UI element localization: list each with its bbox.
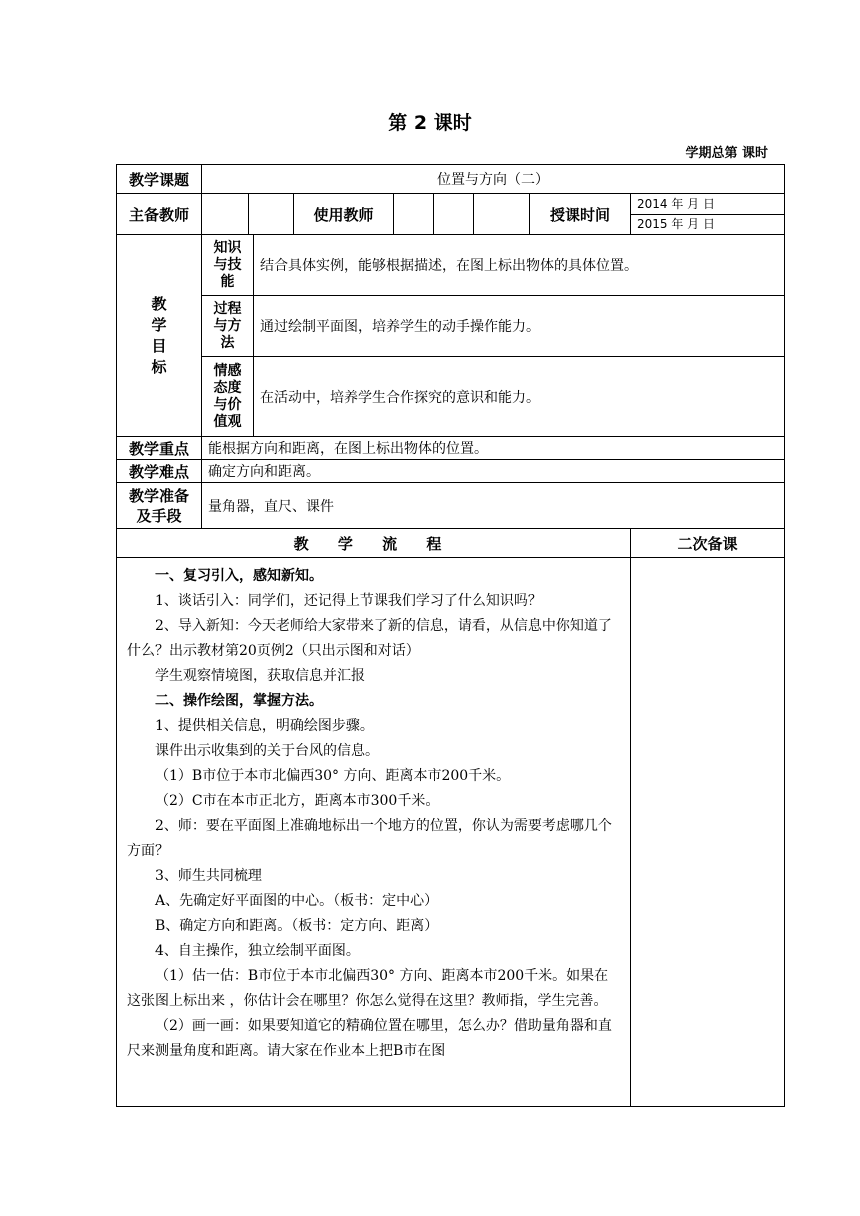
goals-label-char: 目	[151, 336, 167, 355]
flow-paragraph: 2、导入新知：今天老师给大家带来了新的信息，请看，从信息中你知道了什么？出示教材第20页例2（只出示图和对话）	[127, 618, 612, 659]
flow-paragraph: （1）估一估：B市位于本市北偏西30° 方向、距离本市200千米。如果在这张图上标出来 ，你估计会在哪里？你怎么觉得在这里？教师指，学生完善。	[127, 968, 609, 1009]
prep-row	[117, 483, 785, 529]
date-cell	[631, 194, 785, 235]
goals-label-char: 学	[151, 315, 167, 334]
flow-body-row	[117, 558, 785, 1107]
lesson-plan-table	[116, 164, 785, 1107]
flow-paragraph: 1、提供相关信息，明确绘图步骤。	[155, 718, 374, 734]
time-label: 授课时间	[529, 194, 630, 234]
user-teacher-value-cell	[394, 194, 474, 235]
goal-label-line: 过程	[213, 300, 242, 317]
topic-label: 教学课题	[117, 165, 202, 194]
flow-paragraph: B、确定方向和距离。（板书：定方向、距离）	[155, 918, 439, 934]
time-cell	[474, 194, 631, 235]
flow-label: 教 学 流 程	[117, 529, 631, 558]
flow-paragraph: 2、师：要在平面图上准确地标出一个地方的位置，你认为需要考虑哪几个方面？	[127, 818, 612, 859]
difficulty-label: 教学难点	[117, 460, 202, 483]
prep-label-line: 教学准备	[128, 486, 189, 505]
goal-label-knowledge	[202, 235, 254, 296]
difficulty-value: 确定方向和距离。	[202, 460, 785, 483]
goal-label-process	[202, 296, 254, 357]
goal-label-line: 与方	[213, 317, 242, 334]
goals-label	[117, 235, 202, 437]
flow-paragraph: （2）画一画：如果要知道它的精确位置在哪里，怎么办？借助量角器和直尺来测量角度和距离。请大家在作业本上把B市在图	[127, 1018, 612, 1059]
topic-row	[117, 165, 785, 194]
semester-lesson-count: 学期总第 课时	[685, 146, 768, 161]
flow-paragraph: 课件出示收集到的关于台风的信息。	[155, 743, 379, 759]
flow-paragraph: 3、师生共同梳理	[155, 868, 262, 884]
goal-label-line: 法	[220, 334, 235, 351]
goal-label-line: 值观	[213, 413, 242, 430]
flow-paragraph: 二、操作绘图，掌握方法。	[155, 693, 323, 709]
flow-paragraph: A、先确定好平面图的中心。（板书：定中心）	[155, 893, 439, 909]
teacher-label: 主备教师	[117, 194, 202, 235]
flow-header-row	[117, 529, 785, 558]
goals-label-char: 教	[151, 294, 167, 313]
key-row	[117, 437, 785, 460]
key-value: 能根据方向和距离，在图上标出物体的位置。	[202, 437, 785, 460]
topic-value: 位置与方向（二）	[202, 165, 785, 194]
date-2014: 2014 年 月 日	[637, 196, 715, 211]
teacher-row	[117, 194, 785, 235]
second-prep-label: 二次备课	[631, 529, 785, 558]
teacher-value-cell	[202, 194, 294, 235]
flow-paragraph: 一、复习引入，感知新知。	[155, 568, 323, 584]
flow-paragraph: （1）B市位于本市北偏西30° 方向、距离本市200千米。	[155, 768, 511, 784]
goal-row-1	[117, 235, 785, 296]
flow-paragraph: （2）C市在本市正北方，距离本市300千米。	[155, 793, 440, 809]
second-prep-content	[631, 558, 785, 1107]
goal-label-line: 与技	[213, 256, 242, 273]
goal-row-3	[117, 357, 785, 437]
goal-text-knowledge: 结合具体实例，能够根据描述，在图上标出物体的具体位置。	[254, 235, 785, 296]
goal-label-emotion	[202, 357, 254, 437]
goal-label-line: 态度	[213, 379, 242, 396]
goal-label-line: 情感	[213, 362, 242, 379]
goals-label-char: 标	[151, 357, 167, 376]
flow-paragraph: 学生观察情境图，获取信息并汇报	[155, 668, 365, 684]
goal-label-line: 能	[220, 273, 235, 290]
prep-label-line: 及手段	[136, 506, 182, 525]
date-2015: 2015 年 月 日	[631, 214, 784, 234]
goal-row-2	[117, 296, 785, 357]
flow-content	[117, 558, 631, 1107]
goal-label-line: 与价	[213, 396, 242, 413]
page-title: 第 2 课时	[388, 112, 472, 134]
flow-paragraph: 1、谈话引入：同学们，还记得上节课我们学习了什么知识吗？	[155, 593, 542, 609]
goal-text-process: 通过绘制平面图，培养学生的动手操作能力。	[254, 296, 785, 357]
difficulty-row	[117, 460, 785, 483]
goal-label-line: 知识	[213, 239, 242, 256]
flow-paragraph: 4、自主操作，独立绘制平面图。	[155, 943, 360, 959]
prep-label	[117, 483, 202, 529]
user-teacher-label: 使用教师	[294, 194, 394, 235]
prep-value: 量角器，直尺、课件	[202, 483, 785, 529]
key-label: 教学重点	[117, 437, 202, 460]
goal-text-emotion: 在活动中，培养学生合作探究的意识和能力。	[254, 357, 785, 437]
